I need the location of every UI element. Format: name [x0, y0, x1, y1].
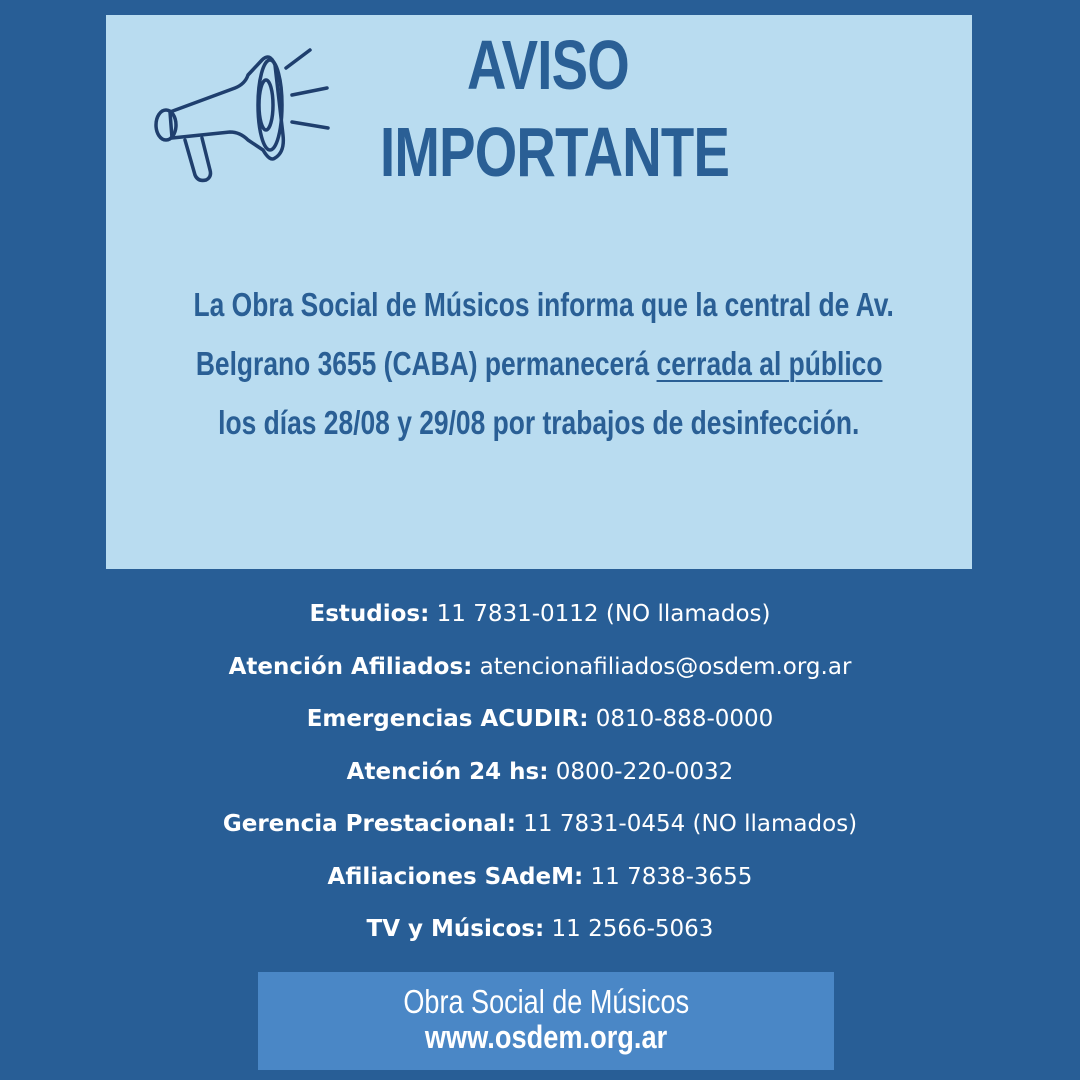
contact-gerencia-prestacional	[0, 798, 1080, 851]
megaphone-icon	[140, 40, 340, 190]
contact-label: Atención 24 hs:	[346, 758, 549, 785]
contact-value: 11 7831-0112 (NO llamados)	[436, 601, 771, 627]
contact-label: Gerencia Prestacional:	[222, 811, 516, 837]
contact-label: Emergencias ACUDIR:	[306, 706, 589, 732]
contact-emergencias	[0, 693, 1080, 746]
footer-website-link[interactable]: www.osdem.org.ar	[424, 1019, 668, 1055]
contact-label: Afiliaciones SAdeM:	[327, 863, 584, 890]
notice-body-line2-text: Belgrano 3655 (CABA) permanecerá	[195, 345, 657, 382]
contact-value: 11 7838-3655	[590, 863, 753, 890]
contact-estudios	[0, 588, 1080, 641]
footer-org-name: Obra Social de Músicos	[403, 983, 689, 1020]
contact-label: Atención Afiliados:	[228, 653, 473, 680]
notice-title-line1: AVISO	[467, 26, 629, 104]
contact-value: 11 2566-5063	[551, 916, 714, 942]
contact-value: 0810-888-0000	[595, 706, 774, 732]
contact-email-link[interactable]: atencionafiliados@osdem.org.ar	[479, 653, 852, 680]
contact-atencion-24hs	[0, 746, 1080, 799]
closed-to-public-emphasis: cerrada al público	[656, 345, 883, 382]
notice-body-line1: La Obra Social de Músicos informa que la central de Av.	[193, 286, 894, 323]
notice-title-line2: IMPORTANTE	[380, 113, 730, 191]
notice-body-line3: los días 28/08 y 29/08 por trabajos de desinfección.	[218, 404, 860, 441]
contact-value: 0800-220-0032	[555, 758, 734, 785]
footer-banner	[258, 972, 834, 1070]
contact-atencion-afiliados	[0, 641, 1080, 694]
notice-body	[106, 275, 972, 452]
notice-body-line2	[196, 334, 883, 393]
contact-afiliaciones-sadem	[0, 851, 1080, 904]
contact-label: TV y Músicos:	[366, 916, 545, 942]
contact-label: Estudios:	[309, 601, 430, 627]
contact-value: 11 7831-0454 (NO llamados)	[523, 811, 858, 837]
contact-tv-musicos	[0, 903, 1080, 956]
contact-list	[0, 588, 1080, 956]
